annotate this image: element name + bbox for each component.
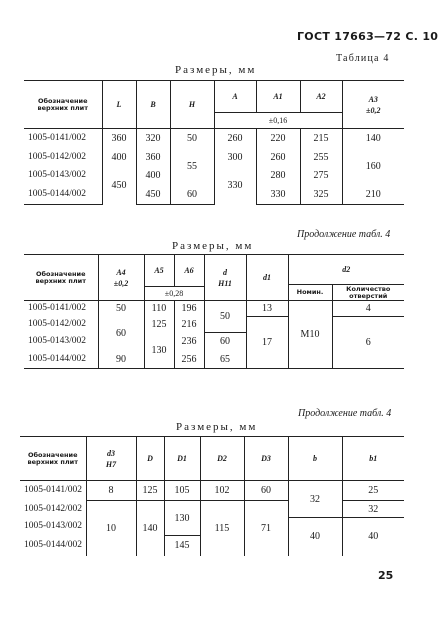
cell-L: 450 (102, 167, 136, 205)
cell-hole-count: 6 (332, 317, 404, 369)
table2-title: Размеры, мм (172, 240, 254, 252)
table-row (20, 501, 404, 518)
cell-B: 400 (136, 167, 170, 185)
cell-d1: 17 (246, 317, 288, 369)
table2-caption: Продолжение табл. 4 (297, 229, 391, 240)
col-b-header: b (288, 437, 342, 481)
col-nominal-header: Номин. (288, 285, 332, 301)
table-row (20, 481, 404, 501)
col-B-header: B (136, 81, 170, 129)
row-designation: 1005-0143/002 (20, 518, 86, 536)
col-A4-header (98, 255, 144, 301)
cell-A6: 236 (174, 333, 204, 351)
table-row (24, 149, 404, 167)
cell-b1 (342, 518, 404, 556)
cell-B: 450 (136, 185, 170, 205)
page-number: 25 (378, 569, 394, 582)
col-b1-header: b1 (342, 437, 404, 481)
a4-symbol: A4 (116, 267, 126, 277)
cell-d: 65 (204, 351, 246, 369)
cell-A5: 110 (144, 301, 174, 317)
cell-b1: 32 (342, 501, 404, 518)
cell-nominal: M10 (288, 301, 332, 369)
cell-D2: 115 (200, 501, 244, 556)
cell-A1: 280 (256, 167, 300, 185)
cell-A4: 50 (98, 301, 144, 317)
cell-A: 260 (214, 129, 256, 149)
cell-H: 50 (170, 129, 214, 149)
d-fit: H11 (218, 278, 232, 288)
col-d2-header: d2 (288, 255, 404, 285)
row-designation: 1005-0141/002 (24, 301, 98, 317)
cell-A2: 215 (300, 129, 342, 149)
row-designation: 1005-0142/002 (24, 149, 102, 167)
table2 (24, 254, 404, 369)
row-designation: 1005-0143/002 (24, 167, 102, 185)
row-designation: 1005-0141/002 (20, 481, 86, 501)
col-L-header: L (102, 81, 136, 129)
table3-title: Размеры, мм (176, 421, 258, 433)
cell-D1: 130 (164, 501, 200, 536)
table1-tolerance: ±0,16 (214, 113, 342, 129)
col-d1-header: d1 (246, 255, 288, 301)
a4-tolerance: ±0,2 (113, 278, 129, 288)
row-designation: 1005-0142/002 (24, 317, 98, 333)
cell-b: 32 (288, 481, 342, 518)
cell-D1: 105 (164, 481, 200, 501)
cell-b: 40 (288, 518, 342, 556)
cell-H: 60 (170, 185, 214, 205)
cell-d1: 13 (246, 301, 288, 317)
cell-hole-count: 4 (332, 301, 404, 317)
cell-A5: 130 (144, 333, 174, 369)
col-hole-count-header: Количество отверстий (332, 285, 404, 301)
cell-A6: 196 (174, 301, 204, 317)
d-symbol: d (223, 267, 227, 277)
table-row (24, 301, 404, 317)
cell-H: 55 (170, 149, 214, 185)
table1-header-row (24, 81, 404, 113)
cell-L: 360 (102, 129, 136, 149)
row-designation: 1005-0144/002 (24, 351, 98, 369)
d3-fit: H7 (105, 459, 117, 469)
row-designation: 1005-0144/002 (24, 185, 102, 205)
col-A5-header: A5 (144, 255, 174, 287)
cell-A3: 210 (342, 185, 404, 205)
col-A3-header (342, 81, 404, 129)
cell-b1-value: 40 (368, 531, 379, 543)
col-designation-header: Обозначение верхних плит (24, 81, 102, 129)
cell-A1: 260 (256, 149, 300, 167)
col-D3-header: D3 (244, 437, 288, 481)
a3-tolerance: ±0,2 (366, 105, 381, 115)
table1-caption: Таблица 4 (336, 53, 390, 64)
col-D2-header: D2 (200, 437, 244, 481)
cell-A2: 275 (300, 167, 342, 185)
row-designation: 1005-0144/002 (20, 536, 86, 556)
cell-A5: 125 (144, 317, 174, 333)
cell-D2: 102 (200, 481, 244, 501)
col-D-header: D (136, 437, 164, 481)
cell-D3: 71 (244, 501, 288, 556)
a3-symbol: A3 (368, 94, 378, 104)
col-H-header: H (170, 81, 214, 129)
cell-d: 50 (204, 301, 246, 333)
col-d-header (204, 255, 246, 301)
table3 (20, 436, 404, 556)
col-A6-header: A6 (174, 255, 204, 287)
cell-b1: 25 (342, 481, 404, 501)
cell-D3: 60 (244, 481, 288, 501)
cell-A4: 60 (98, 317, 144, 351)
cell-L: 400 (102, 149, 136, 167)
col-A2-header: A2 (300, 81, 342, 113)
table2-tolerance: ±0,28 (144, 287, 204, 301)
table1 (24, 80, 404, 205)
row-designation: 1005-0143/002 (24, 333, 98, 351)
col-D1-header: D1 (164, 437, 200, 481)
col-d3-header (86, 437, 136, 481)
cell-A: 300 (214, 149, 256, 167)
table3-caption: Продолжение табл. 4 (298, 408, 392, 419)
cell-A: 330 (214, 167, 256, 205)
cell-A6: 256 (174, 351, 204, 369)
table1-title: Размеры, мм (175, 64, 257, 76)
cell-D1: 145 (164, 536, 200, 556)
cell-A3: 160 (365, 161, 381, 172)
cell-d3: 8 (86, 481, 136, 501)
row-designation: 1005-0142/002 (20, 501, 86, 518)
cell-A2: 255 (300, 149, 342, 167)
col-A1-header: A1 (256, 81, 300, 113)
d3-symbol: d3 (107, 448, 115, 458)
cell-D: 140 (136, 501, 164, 556)
cell-d: 60 (204, 333, 246, 351)
document-code: ГОСТ 17663—72 С. 10 (297, 30, 438, 43)
col-designation-header: Обозначение верхних плит (24, 255, 98, 301)
cell-B: 320 (136, 129, 170, 149)
cell-A3: 140 (365, 133, 381, 145)
table-row (24, 129, 404, 149)
cell-A4: 90 (98, 351, 144, 369)
cell-d3: 10 (86, 501, 136, 556)
cell-A6: 216 (174, 317, 204, 333)
col-A-header: A (214, 81, 256, 113)
cell-A1: 220 (256, 129, 300, 149)
cell-A2: 325 (300, 185, 342, 205)
col-designation-header: Обозначение верхних плит (20, 437, 86, 481)
cell-B: 360 (136, 149, 170, 167)
table3-header-row (20, 437, 404, 481)
row-designation: 1005-0141/002 (24, 129, 102, 149)
cell-A1: 330 (256, 185, 300, 205)
cell-D: 125 (136, 481, 164, 501)
